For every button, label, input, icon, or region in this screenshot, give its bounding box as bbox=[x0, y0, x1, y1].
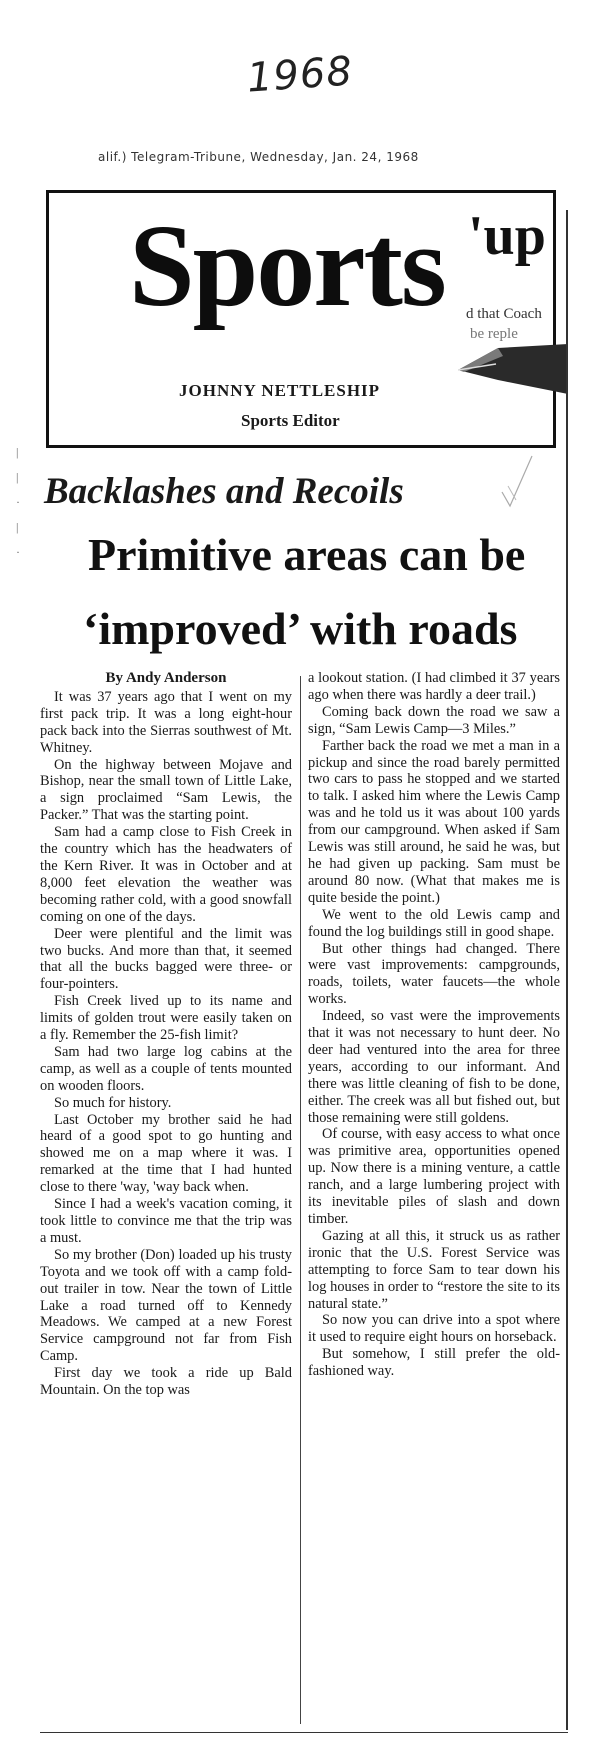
bottom-rule bbox=[40, 1732, 568, 1733]
columnist-name: JOHNNY NETTLESHIP bbox=[179, 381, 381, 400]
paragraph: Farther back the road we met a man in a pickup and since the road barely permitted two cars to pass he stopped and we started to talk. I asked him where the Lewis Camp was and he told us it was about 100 yards from our campground. When asked if Sam Lewis was still around, he said he was, but he had given up packing. Sam must be around 80 now. (What that makes me is quite beside the point.) bbox=[308, 737, 560, 906]
byline: By Andy Anderson bbox=[105, 670, 227, 686]
paragraph: Deer were plentiful and the limit was two bucks. And more than that, it seemed that all the bucks bagged were three- or four-pointers. bbox=[40, 925, 292, 993]
handwritten-year: 1968 bbox=[245, 48, 355, 102]
article-column-left bbox=[40, 670, 292, 1399]
paragraph: So now you can drive into a spot where it used to require eight hours on horseback. bbox=[308, 1312, 560, 1346]
sports-title: Sports bbox=[129, 200, 445, 331]
paragraph: Sam had a camp close to Fish Creek in the country which has the headwaters of the Kern River. It was in October and at 8,000 feet elevation the weather was becoming rather cold, with a good snowfall coming on one of the days. bbox=[40, 824, 292, 925]
paragraph: It was 37 years ago that I went on my first pack trip. It was a long eight-hour pack back into the Sierras southwest of Mt. Whitney. bbox=[40, 688, 292, 756]
paragraph: Gazing at all this, it struck us as rather ironic that the U.S. Forest Service was attempting to force Sam to tear down his log houses in order to “restore the site to its natural state.” bbox=[308, 1227, 560, 1312]
column-divider bbox=[300, 676, 301, 1724]
paragraph: Fish Creek lived up to its name and limits of golden trout were easily taken on a fly. Remember the 25-fish limit? bbox=[40, 993, 292, 1044]
paragraph: First day we took a ride up Bald Mountain. On the top was bbox=[40, 1365, 292, 1399]
paragraph: But other things had changed. There were vast improvements: campgrounds, roads, toilets, water faucets—the whole works. bbox=[308, 940, 560, 1008]
paragraph: So my brother (Don) loaded up his trusty Toyota and we took off with a camp fold-out trailer in tow. Near the town of Little Lake a road turned off to Kennedy Meadows. We camped at a new Forest Service campground not far from Fish Camp. bbox=[40, 1246, 292, 1365]
adjacent-text-fragment: d that Coach bbox=[466, 306, 542, 322]
paragraph: But somehow, I still prefer the old-fashioned way. bbox=[308, 1346, 560, 1380]
article-body bbox=[40, 670, 566, 1730]
fountain-pen-image bbox=[458, 340, 568, 420]
paragraph: Of course, with easy access to what once was primitive area, opportunities opened up. Now there is a mining venture, a cattle ranch, and a large lumbering project with its inevitable piles of slash and down timber. bbox=[308, 1126, 560, 1227]
columnist-role: Sports Editor bbox=[241, 411, 340, 430]
article-column-right bbox=[308, 670, 560, 1380]
paragraph: So much for history. bbox=[54, 1094, 172, 1111]
headline-line-2: ‘improved’ with roads bbox=[83, 603, 518, 654]
paragraph: a lookout station. (I had climbed it 37 years ago when there was hardly a deer trail.) bbox=[308, 670, 560, 703]
headline-line-1: Primitive areas can be bbox=[88, 529, 526, 580]
dateline: alif.) Telegram-Tribune, Wednesday, Jan. 24, 1968 bbox=[98, 150, 419, 164]
paragraph: Coming back down the road we saw a sign, “Sam Lewis Camp—3 Miles.” bbox=[308, 703, 560, 737]
paragraph: On the highway between Mojave and Bishop, near the small town of Little Lake, a sign proclaimed “Sam Lewis, the Packer.” That was the starting point. bbox=[40, 756, 292, 824]
paragraph: Last October my brother said he had heard of a good spot to go hunting and showed me on a map where it was. I remarked at the time that I had hunted close to there 'way, 'way back when. bbox=[40, 1111, 292, 1196]
paragraph: Indeed, so vast were the improvements that it was not necessary to hunt deer. No deer had ventured into the area for three years, according to our informant. And there was little cleaning of fish to be done, either. The creek was all but fished out, but those remaining were still goldens. bbox=[308, 1008, 560, 1126]
paragraph: Since I had a week's vacation coming, it took little to convince me that the trip was a must. bbox=[40, 1196, 292, 1246]
adjacent-headline-fragment: 'up bbox=[468, 205, 546, 267]
margin-marks: | | · | · bbox=[16, 445, 20, 559]
paragraph: Sam had two large log cabins at the camp, as well as a couple of tents mounted on wooden floors. bbox=[40, 1043, 292, 1094]
column-name: Backlashes and Recoils bbox=[44, 471, 404, 512]
paragraph: We went to the old Lewis camp and found the log buildings still in good shape. bbox=[308, 906, 560, 940]
clipping-edge-rule bbox=[566, 210, 568, 1730]
pencil-check-mark bbox=[498, 450, 538, 510]
adjacent-text-fragment: be reple bbox=[470, 326, 518, 342]
